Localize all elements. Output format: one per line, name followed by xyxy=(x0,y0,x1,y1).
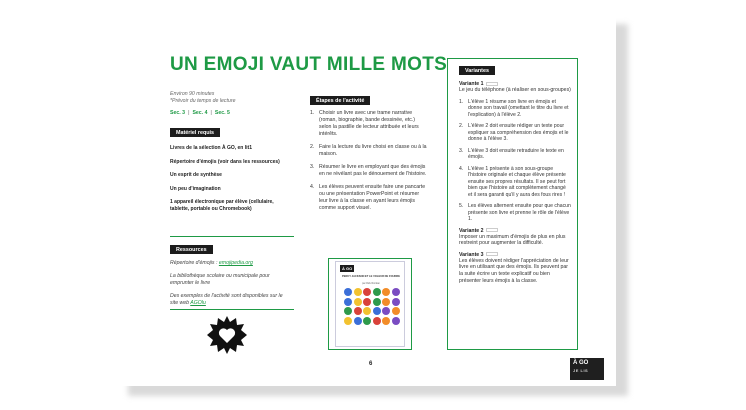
materiel-item: Répertoire d'émojis (voir dans les ressources) xyxy=(170,158,280,165)
variante-title: Variante 2 xyxy=(459,228,571,234)
emoji-icon xyxy=(373,298,381,306)
etapes-list xyxy=(310,110,428,218)
variante-text: Imposer un maximum d'émojis de plus en plus restreint pour augmenter la difficulté. xyxy=(459,233,566,247)
page-title: UN EMOJI VAUT MILLE MOTS xyxy=(170,54,448,75)
materiel-header: Matériel requis xyxy=(170,128,220,137)
variante-step: 4. L'élève 1 présente à son sous-groupe l'histoire originale et chaque élève présente ensuite ses propres résultats. Il se peut fort bien que l'histoire ait complètement changé et il sera garanti qu'il y aura des fous rires ! xyxy=(459,165,566,198)
book-brand: À GO xyxy=(342,266,353,271)
emoji-icon xyxy=(344,317,352,325)
emoji-icon xyxy=(354,307,362,315)
book-cover-illustration xyxy=(328,258,412,350)
emoji-icon xyxy=(363,288,371,296)
emoji-icon xyxy=(344,307,352,315)
emoji-icon xyxy=(382,307,390,315)
materiel-item: 1 appareil électronique par élève (cellulaire, tablette, portable ou Chromebook) xyxy=(170,199,274,212)
emoji-icon xyxy=(354,298,362,306)
emoji-icon xyxy=(363,317,371,325)
materiel-list xyxy=(170,145,288,220)
emoji-icon xyxy=(392,298,400,306)
duration-text: Environ 90 minutes xyxy=(170,91,215,97)
emoji-grid xyxy=(344,288,400,325)
emoji-icon xyxy=(373,317,381,325)
etape-item: 3. Résumer le livre en employant que des émojis en ne révélant pas le dénouement de l'histoire. xyxy=(310,164,427,177)
emoji-icon xyxy=(373,288,381,296)
variante-text: Les élèves doivent rédiger l'appréciation de leur livre en utilisant que des émojis. Ils peuvent par la suite écrire un texte explicatif ou bien présenter leurs émojis à la classe. xyxy=(459,257,569,284)
variante-title: Variante 1 xyxy=(459,81,571,87)
variante-step: 1. L'élève 1 résume son livre en émojis et donne son travail (omettant le titre du livre et l'explication) à l'élève 2. xyxy=(459,98,569,118)
emoji-icon xyxy=(344,298,352,306)
emoji-icon xyxy=(344,288,352,296)
etape-item: 4. Les élèves peuvent ensuite faire une pancarte ou une présentation PowerPoint et résumer leur livre à la classe en ayant leurs émojis comme support visuel. xyxy=(310,184,426,211)
variante-title: Variante 3 xyxy=(459,252,571,258)
section-label: Sec. 3 xyxy=(170,110,185,116)
ressource-repertoire: Répertoire d'émojis : emojipedia.org xyxy=(170,260,253,266)
emoji-icon xyxy=(354,317,362,325)
materiel-item: Livres de la sélection À GO, en lit1 xyxy=(170,145,252,151)
emoji-icon xyxy=(382,288,390,296)
etape-item: 1. Choisir un livre avec une trame narrative (roman, biographie, bande dessinée, etc.) selon la pastille de lecteur attribuée et leurs intérêts. xyxy=(310,110,419,137)
variante-step: 3. L'élève 3 doit ensuite retraduire le texte en émojis. xyxy=(459,147,564,161)
section-label: Sec. 4 xyxy=(192,110,208,116)
ressources-list xyxy=(170,260,288,313)
divider xyxy=(170,236,294,237)
heart-badge-icon xyxy=(207,315,247,355)
variante-steps xyxy=(459,99,571,223)
etapes-header: Étapes de l'activité xyxy=(310,96,370,105)
emoji-icon xyxy=(354,288,362,296)
emoji-icon xyxy=(382,317,390,325)
variante-step: 5. Les élèves alternent ensuite pour que chacun présente son livre et prenne le rôle de l'élève 1. xyxy=(459,203,571,223)
emoji-icon xyxy=(363,298,371,306)
variante-step: 2. L'élève 2 doit ensuite rédiger un texte pour expliquer sa compréhension des émojis et le donne à l'élève 3. xyxy=(459,123,569,143)
section-levels: Sec. 3 | Sec. 4 | Sec. 5 xyxy=(170,110,230,116)
ressource-bibliotheque: La bibliothèque scolaire ou municipale pour emprunter le livre xyxy=(170,273,270,286)
ressources-header: Ressources xyxy=(170,245,213,254)
etape-item: 2. Faire la lecture du livre choisi en classe ou à la maison. xyxy=(310,144,427,157)
emoji-icon xyxy=(392,288,400,296)
materiel-item: Un peu d'imagination xyxy=(170,185,221,192)
ressource-exemples: Des exemples de l'activité sont disponibles sur le site web AGOlu xyxy=(170,293,283,306)
agolu-link[interactable]: AGOlu xyxy=(190,300,206,306)
emoji-icon xyxy=(382,298,390,306)
emoji-icon xyxy=(373,307,381,315)
emoji-icon xyxy=(392,317,400,325)
emojipedia-link[interactable]: emojipedia.org xyxy=(218,260,253,266)
ago-logo xyxy=(570,358,604,380)
duration-info xyxy=(170,91,235,105)
variantes-content xyxy=(459,81,571,289)
emoji-icon xyxy=(363,307,371,315)
divider xyxy=(170,309,294,310)
emoji-icon xyxy=(392,307,400,315)
book-author: par Rick Riordan xyxy=(362,282,380,285)
logo-main: À GO xyxy=(573,360,589,366)
variante-subtitle: Le jeu du téléphone (à réaliser en sous-groupes) xyxy=(459,87,571,93)
logo-sub: JE LIS xyxy=(573,368,589,373)
book-title: PERCY JACKSON ET LE VOLEUR DE FOUDRE xyxy=(342,275,400,278)
materiel-item: Un esprit de synthèse xyxy=(170,172,222,179)
duration-note: *Prévoir du temps de lecture xyxy=(170,98,236,104)
page-number: 6 xyxy=(369,361,373,367)
variantes-header: Variantes xyxy=(459,66,495,75)
section-label: Sec. 5 xyxy=(214,110,230,116)
variantes-box xyxy=(447,58,578,350)
notebook-page xyxy=(335,261,405,347)
